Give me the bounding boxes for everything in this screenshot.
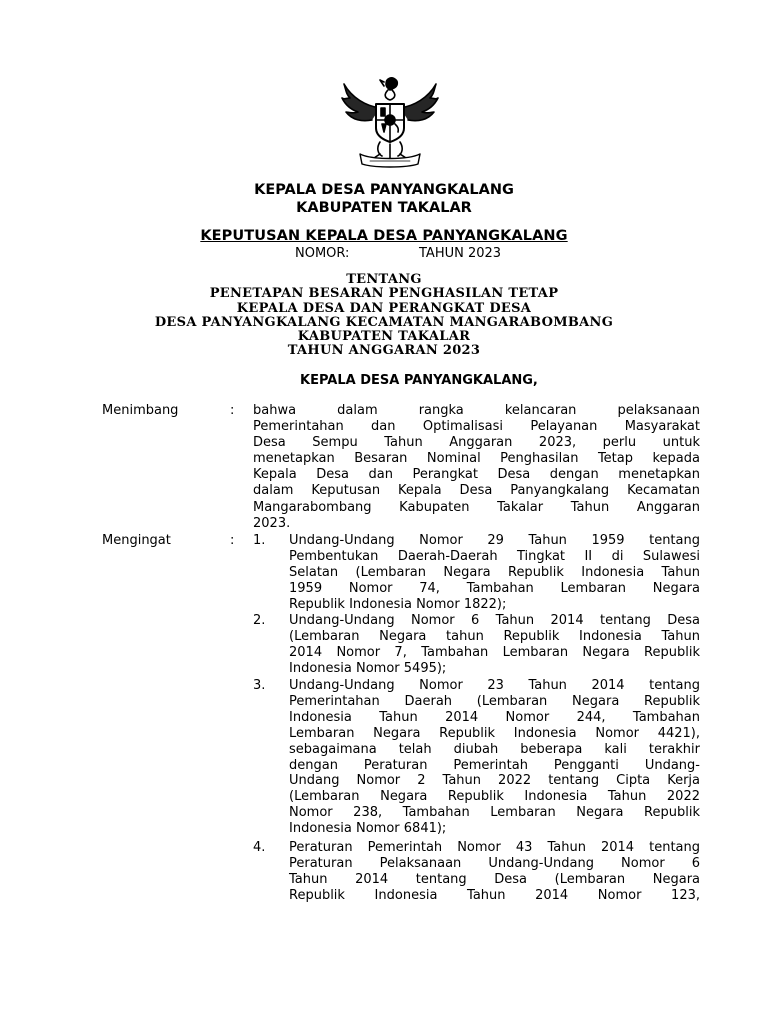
item-line: Pemerintahan Daerah (Lembaran Negara Republik: [289, 693, 700, 709]
mengingat-item: [289, 678, 700, 837]
item-line: Republik Indonesia Tahun 2014 Nomor 123,: [289, 887, 700, 903]
mengingat-label: Mengingat: [102, 533, 171, 548]
item-line: Tahun 2014 tentang Desa (Lembaran Negara: [289, 871, 700, 887]
menimbang-line: dalam Keputusan Kepala Desa Panyangkalang Kecamatan: [253, 483, 700, 499]
mengingat-colon: :: [230, 533, 235, 548]
item-line: Indonesia Nomor 6841);: [289, 821, 447, 837]
mengingat-item-number: 4.: [253, 840, 266, 855]
item-line: Undang-Undang Nomor 23 Tahun 2014 tentang: [289, 678, 700, 693]
decree-number: [295, 246, 501, 261]
tentang-block: [0, 273, 768, 359]
mengingat-item-number: 3.: [253, 678, 266, 693]
item-line: Pembentukan Daerah-Daerah Tingkat II di Sulawesi: [289, 548, 700, 564]
menimbang-paragraph: [253, 403, 700, 532]
tentang-label: TENTANG: [346, 272, 422, 287]
item-line: (Lembaran Negara Republik Indonesia Tahun 2022: [289, 789, 700, 805]
item-line: 2014 Nomor 7, Tambahan Lembaran Negara Republik: [289, 644, 700, 660]
decree-title: KEPUTUSAN KEPALA DESA PANYANGKALANG: [200, 228, 568, 244]
mengingat-item-number: 1.: [253, 533, 266, 548]
mengingat-item-number: 2.: [253, 613, 266, 628]
tentang-line: KABUPATEN TAKALAR: [297, 329, 471, 345]
item-line: Lembaran Negara Republik Indonesia Nomor 4421),: [289, 725, 700, 741]
item-line: Nomor 238, Tambahan Lembaran Negara Republik: [289, 805, 700, 821]
item-line: Undang-Undang Nomor 6 Tahun 2014 tentang Desa: [289, 613, 700, 628]
mengingat-item: [289, 613, 700, 677]
menimbang-line: 2023.: [253, 515, 291, 531]
menimbang-line: Pemerintahan dan Optimalisasi Pelayanan Masyarakat: [253, 419, 700, 435]
tentang-line: DESA PANYANGKALANG KECAMATAN MANGARABOMBANG: [154, 314, 614, 330]
item-line: Peraturan Pelaksanaan Undang-Undang Nomor 6: [289, 855, 700, 871]
tentang-line: PENETAPAN BESARAN PENGHASILAN TETAP: [209, 286, 559, 302]
garuda-emblem-icon: [336, 68, 444, 168]
item-line: Peraturan Pemerintah Nomor 43 Tahun 2014 tentang: [289, 840, 700, 855]
item-line: dengan Peraturan Pemerintah Pengganti Undang-: [289, 757, 700, 773]
header-line-1: KEPALA DESA PANYANGKALANG: [254, 182, 514, 198]
menimbang-line: Mangarabombang Kabupaten Takalar Tahun Anggaran: [253, 499, 700, 515]
item-line: 1959 Nomor 74, Tambahan Lembaran Negara: [289, 580, 700, 596]
item-line: Selatan (Lembaran Negara Republik Indonesia Tahun: [289, 564, 700, 580]
menimbang-line: bahwa dalam rangka kelancaran pelaksanaan: [253, 403, 700, 418]
tentang-line: KEPALA DESA DAN PERANGKAT DESA: [236, 300, 532, 316]
menimbang-line: menetapkan Besaran Nominal Penghasilan Tetap kepada: [253, 451, 700, 467]
opening-line: KEPALA DESA PANYANGKALANG,: [300, 373, 538, 388]
tentang-line: TAHUN ANGGARAN 2023: [287, 343, 481, 359]
menimbang-line: Kepala Desa dan Perangkat Desa dengan menetapkan: [253, 467, 700, 483]
mengingat-item: [289, 533, 700, 613]
menimbang-line: Desa Sempu Tahun Anggaran 2023, perlu untuk: [253, 435, 700, 451]
nomor-value: TAHUN 2023: [419, 246, 502, 261]
item-line: Republik Indonesia Nomor 1822);: [289, 596, 507, 612]
item-line: (Lembaran Negara tahun Republik Indonesia Tahun: [289, 628, 700, 644]
nomor-label: NOMOR:: [295, 246, 350, 261]
item-line: sebagaimana telah diubah beberapa kali terakhir: [289, 741, 700, 757]
header-line-2: KABUPATEN TAKALAR: [296, 200, 472, 216]
menimbang-label: Menimbang: [102, 403, 179, 418]
menimbang-colon: :: [230, 403, 235, 418]
mengingat-item: [289, 840, 700, 904]
item-line: Indonesia Nomor 5495);: [289, 660, 447, 676]
item-line: Indonesia Tahun 2014 Nomor 244, Tambahan: [289, 709, 700, 725]
item-line: Undang-Undang Nomor 29 Tahun 1959 tentang: [289, 533, 700, 548]
item-line: Undang Nomor 2 Tahun 2022 tentang Cipta Kerja: [289, 773, 700, 789]
